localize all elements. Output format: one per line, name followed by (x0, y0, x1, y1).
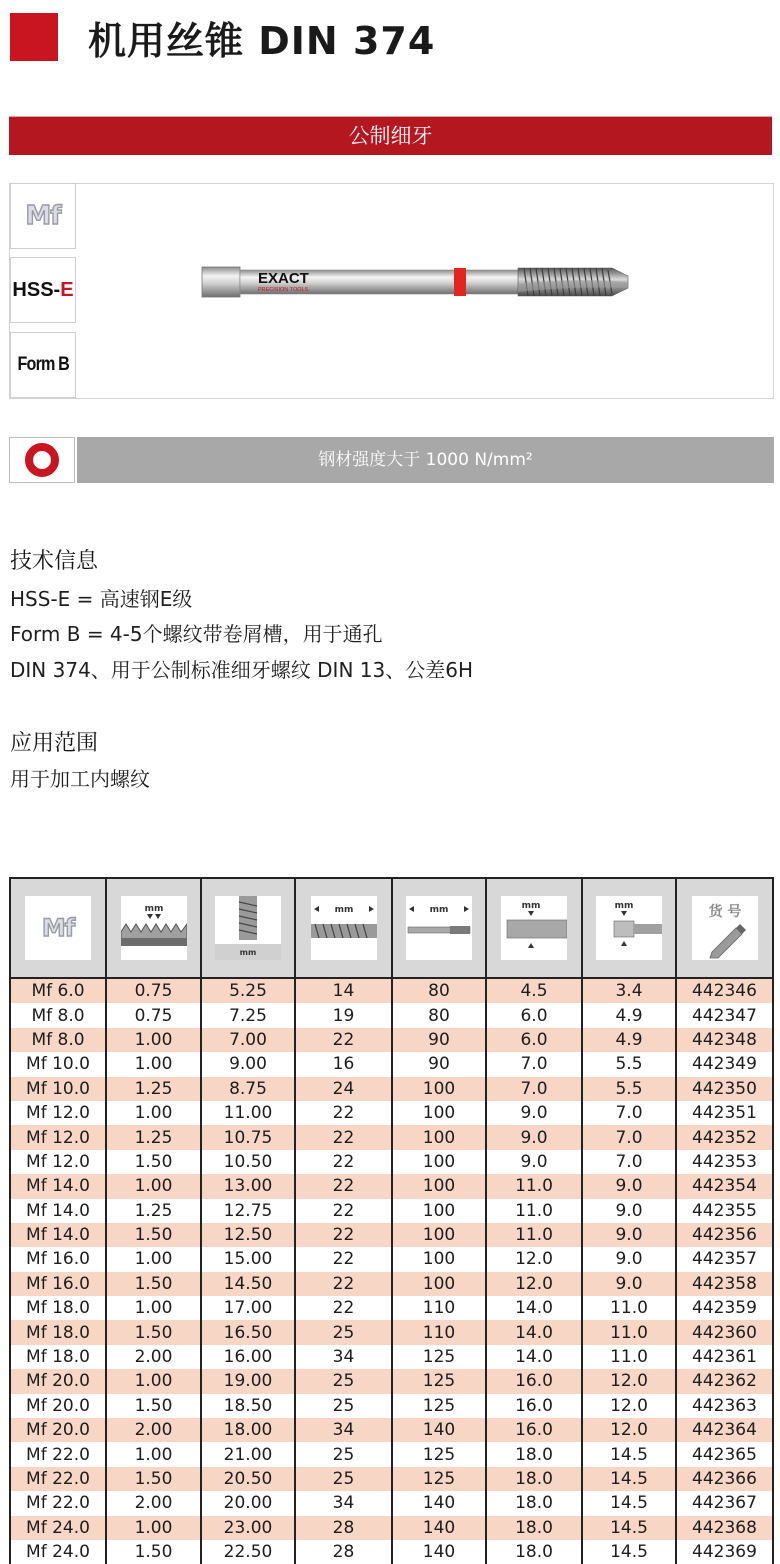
drill-cell: 11.00 (201, 1101, 295, 1125)
table-row (10, 1125, 773, 1149)
square-cell: 12.0 (582, 1369, 676, 1393)
total-length-cell: 125 (392, 1394, 486, 1418)
order-number-cell: 442361 (676, 1345, 773, 1369)
category-banner: 公制细牙 (9, 116, 772, 155)
brand-subtitle: PRECISION TOOLS (258, 287, 309, 293)
square-cell: 14.5 (582, 1442, 676, 1466)
total-length-icon (406, 896, 472, 960)
total-length-cell: 100 (392, 1077, 486, 1101)
order-number-cell: 442353 (676, 1150, 773, 1174)
total-length-cell: 140 (392, 1540, 486, 1564)
square-cell: 9.0 (582, 1174, 676, 1198)
table-row (10, 1223, 773, 1247)
drill-cell: 20.00 (201, 1491, 295, 1515)
col-order-number (676, 878, 773, 978)
pitch-cell: 1.00 (106, 1369, 201, 1393)
square-cell: 5.5 (582, 1077, 676, 1101)
total-length-cell: 125 (392, 1369, 486, 1393)
total-length-cell: 140 (392, 1516, 486, 1540)
order-number-cell: 442365 (676, 1442, 773, 1466)
svg-text:mm: mm (144, 904, 163, 914)
square-cell: 12.0 (582, 1418, 676, 1442)
square-cell: 11.0 (582, 1345, 676, 1369)
size-cell: Mf 8.0 (10, 1003, 106, 1027)
shank-cell: 16.0 (486, 1418, 582, 1442)
order-number-cell: 442359 (676, 1296, 773, 1320)
material-row (9, 437, 774, 483)
square-cell: 14.5 (582, 1516, 676, 1540)
thread-length-cell: 22 (295, 1223, 392, 1247)
shank-cell: 7.0 (486, 1052, 582, 1076)
drill-cell: 18.00 (201, 1418, 295, 1442)
thread-length-cell: 25 (295, 1442, 392, 1466)
tech-line-2: Form B = 4-5个螺纹带卷屑槽，用于通孔 (10, 622, 383, 646)
pitch-cell: 1.00 (106, 1052, 201, 1076)
order-number-cell: 442368 (676, 1516, 773, 1540)
total-length-cell: 100 (392, 1247, 486, 1271)
square-cell: 5.5 (582, 1052, 676, 1076)
drill-cell: 8.75 (201, 1077, 295, 1101)
pitch-cell: 0.75 (106, 978, 201, 1003)
total-length-cell: 125 (392, 1442, 486, 1466)
square-cell: 7.0 (582, 1150, 676, 1174)
table-row (10, 1516, 773, 1540)
drill-cell: 17.00 (201, 1296, 295, 1320)
svg-text:货 号: 货 号 (708, 904, 741, 920)
pitch-cell: 1.00 (106, 1247, 201, 1271)
drill-cell: 7.00 (201, 1028, 295, 1052)
shank-cell: 18.0 (486, 1442, 582, 1466)
tech-heading: 技术信息 (10, 549, 99, 574)
table-row (10, 1442, 773, 1466)
shank-cell: 18.0 (486, 1467, 582, 1491)
drill-cell: 15.00 (201, 1247, 295, 1271)
pitch-cell: 1.50 (106, 1223, 201, 1247)
col-thread-length (295, 878, 392, 978)
hss-e-badge (10, 257, 76, 323)
table-row (10, 1320, 773, 1344)
order-number-cell: 442367 (676, 1491, 773, 1515)
col-square-size (582, 878, 676, 978)
application-heading: 应用范围 (10, 731, 99, 756)
shank-cell: 14.0 (486, 1345, 582, 1369)
thread-length-cell: 22 (295, 1199, 392, 1223)
pitch-cell: 1.00 (106, 1174, 201, 1198)
total-length-cell: 100 (392, 1101, 486, 1125)
total-length-cell: 80 (392, 1003, 486, 1027)
total-length-cell: 125 (392, 1345, 486, 1369)
thread-length-cell: 28 (295, 1540, 392, 1564)
square-cell: 12.0 (582, 1394, 676, 1418)
drill-cell: 18.50 (201, 1394, 295, 1418)
drill-cell: 7.25 (201, 1003, 295, 1027)
size-cell: Mf 6.0 (10, 978, 106, 1003)
table-row (10, 1077, 773, 1101)
size-cell: Mf 10.0 (10, 1077, 106, 1101)
svg-text:mm: mm (429, 905, 449, 915)
pitch-cell: 2.00 (106, 1418, 201, 1442)
mf-badge (10, 183, 76, 249)
pitch-cell: 1.25 (106, 1125, 201, 1149)
drill-cell: 16.00 (201, 1345, 295, 1369)
shank-diameter-icon (501, 896, 567, 960)
drill-cell: 19.00 (201, 1369, 295, 1393)
thread-length-cell: 22 (295, 1101, 392, 1125)
page-title: 机用丝锥 DIN 374 (88, 19, 436, 63)
thread-length-cell: 22 (295, 1272, 392, 1296)
hss-suffix: E (60, 278, 74, 301)
size-cell: Mf 14.0 (10, 1174, 106, 1198)
svg-text:mm: mm (614, 901, 634, 911)
drill-cell: 12.50 (201, 1223, 295, 1247)
svg-text:mm: mm (521, 901, 541, 911)
square-cell: 4.9 (582, 1028, 676, 1052)
size-cell: Mf 16.0 (10, 1247, 106, 1271)
table-row (10, 1150, 773, 1174)
total-length-cell: 100 (392, 1125, 486, 1149)
thread-length-icon (311, 896, 377, 960)
material-label: 钢材强度大于 1000 N/mm² (77, 437, 774, 483)
tool-panel (9, 183, 774, 399)
table-row (10, 1003, 773, 1027)
shank-cell: 9.0 (486, 1101, 582, 1125)
title-marker (10, 13, 58, 61)
drill-cell: 14.50 (201, 1272, 295, 1296)
order-number-cell: 442349 (676, 1052, 773, 1076)
pitch-cell: 1.50 (106, 1540, 201, 1564)
shank-cell: 6.0 (486, 1028, 582, 1052)
order-number-cell: 442347 (676, 1003, 773, 1027)
tech-line-3: DIN 374、用于公制标准细牙螺纹 DIN 13、公差6H (10, 658, 473, 682)
shank-cell: 11.0 (486, 1199, 582, 1223)
thread-length-cell: 34 (295, 1491, 392, 1515)
table-row (10, 1418, 773, 1442)
shank-cell: 9.0 (486, 1150, 582, 1174)
thread-length-cell: 22 (295, 1247, 392, 1271)
total-length-cell: 90 (392, 1028, 486, 1052)
size-cell: Mf 18.0 (10, 1345, 106, 1369)
total-length-cell: 100 (392, 1272, 486, 1296)
thread-length-cell: 22 (295, 1125, 392, 1149)
thread-length-cell: 25 (295, 1467, 392, 1491)
size-cell: Mf 22.0 (10, 1442, 106, 1466)
table-row (10, 978, 773, 1003)
square-cell: 14.5 (582, 1540, 676, 1564)
table-row (10, 1272, 773, 1296)
shank-cell: 11.0 (486, 1174, 582, 1198)
table-row (10, 1394, 773, 1418)
table-body (10, 978, 773, 1564)
drill-cell: 10.75 (201, 1125, 295, 1149)
mf-badge-label: Mf (25, 201, 61, 231)
pitch-cell: 1.00 (106, 1516, 201, 1540)
shank-cell: 12.0 (486, 1247, 582, 1271)
shank-cell: 14.0 (486, 1296, 582, 1320)
hss-prefix: HSS- (12, 278, 61, 301)
pitch-cell: 1.50 (106, 1320, 201, 1344)
order-number-cell: 442351 (676, 1101, 773, 1125)
total-length-cell: 125 (392, 1467, 486, 1491)
order-number-cell: 442356 (676, 1223, 773, 1247)
pitch-cell: 1.00 (106, 1028, 201, 1052)
table-row (10, 1247, 773, 1271)
table-row (10, 1101, 773, 1125)
col-mf (10, 878, 106, 978)
table-header-row (10, 878, 773, 978)
size-cell: Mf 16.0 (10, 1272, 106, 1296)
pitch-cell: 1.00 (106, 1101, 201, 1125)
drill-cell: 21.00 (201, 1442, 295, 1466)
total-length-cell: 100 (392, 1150, 486, 1174)
order-number-cell: 442363 (676, 1394, 773, 1418)
size-cell: Mf 10.0 (10, 1052, 106, 1076)
total-length-cell: 90 (392, 1052, 486, 1076)
form-b-badge (10, 332, 76, 398)
square-cell: 9.0 (582, 1199, 676, 1223)
order-number-cell: 442348 (676, 1028, 773, 1052)
total-length-cell: 140 (392, 1491, 486, 1515)
square-cell: 7.0 (582, 1101, 676, 1125)
thread-length-cell: 34 (295, 1418, 392, 1442)
drill-cell: 22.50 (201, 1540, 295, 1564)
machine-tap-image (200, 258, 640, 308)
pitch-cell: 1.50 (106, 1272, 201, 1296)
total-length-cell: 100 (392, 1174, 486, 1198)
table-row (10, 1028, 773, 1052)
order-number-cell: 442354 (676, 1174, 773, 1198)
pitch-cell: 1.00 (106, 1442, 201, 1466)
size-cell: Mf 12.0 (10, 1150, 106, 1174)
square-cell: 9.0 (582, 1223, 676, 1247)
table-row (10, 1467, 773, 1491)
thread-length-cell: 28 (295, 1516, 392, 1540)
size-cell: Mf 12.0 (10, 1125, 106, 1149)
size-cell: Mf 18.0 (10, 1320, 106, 1344)
thread-length-cell: 34 (295, 1345, 392, 1369)
thread-length-cell: 14 (295, 978, 392, 1003)
order-number-cell: 442360 (676, 1320, 773, 1344)
tech-line-1: HSS-E = 高速钢E级 (10, 587, 193, 611)
thread-length-cell: 22 (295, 1028, 392, 1052)
size-cell: Mf 14.0 (10, 1199, 106, 1223)
square-cell: 11.0 (582, 1296, 676, 1320)
size-cell: Mf 24.0 (10, 1540, 106, 1564)
table-row (10, 1174, 773, 1198)
size-cell: Mf 14.0 (10, 1223, 106, 1247)
square-cell: 14.5 (582, 1467, 676, 1491)
drill-cell: 10.50 (201, 1150, 295, 1174)
order-number-cell: 442357 (676, 1247, 773, 1271)
drill-cell: 9.00 (201, 1052, 295, 1076)
thread-length-cell: 22 (295, 1174, 392, 1198)
shank-cell: 18.0 (486, 1516, 582, 1540)
table-row (10, 1345, 773, 1369)
product-table (9, 877, 774, 1564)
brand-text: EXACT (258, 270, 309, 287)
square-cell: 9.0 (582, 1272, 676, 1296)
drill-cell: 20.50 (201, 1467, 295, 1491)
pitch-cell: 2.00 (106, 1491, 201, 1515)
total-length-cell: 100 (392, 1199, 486, 1223)
order-number-cell: 442346 (676, 978, 773, 1003)
thread-length-cell: 19 (295, 1003, 392, 1027)
total-length-cell: 80 (392, 978, 486, 1003)
thread-length-cell: 24 (295, 1077, 392, 1101)
order-number-icon (692, 896, 758, 960)
thread-length-cell: 25 (295, 1369, 392, 1393)
order-number-cell: 442350 (676, 1077, 773, 1101)
size-cell: Mf 20.0 (10, 1418, 106, 1442)
square-cell: 7.0 (582, 1125, 676, 1149)
pitch-cell: 1.25 (106, 1077, 201, 1101)
shank-cell: 6.0 (486, 1003, 582, 1027)
drill-cell: 5.25 (201, 978, 295, 1003)
thread-length-cell: 22 (295, 1296, 392, 1320)
size-cell: Mf 22.0 (10, 1467, 106, 1491)
svg-text:mm: mm (239, 948, 257, 957)
shank-cell: 16.0 (486, 1369, 582, 1393)
shank-cell: 7.0 (486, 1077, 582, 1101)
square-cell: 3.4 (582, 978, 676, 1003)
pitch-cell: 1.00 (106, 1296, 201, 1320)
size-cell: Mf 18.0 (10, 1296, 106, 1320)
total-length-cell: 110 (392, 1296, 486, 1320)
order-number-cell: 442362 (676, 1369, 773, 1393)
drill-cell: 23.00 (201, 1516, 295, 1540)
shank-cell: 18.0 (486, 1491, 582, 1515)
table-row (10, 1296, 773, 1320)
order-number-cell: 442369 (676, 1540, 773, 1564)
table-row (10, 1052, 773, 1076)
drill-diameter-icon (215, 896, 281, 960)
table-row (10, 1540, 773, 1564)
pitch-cell: 2.00 (106, 1345, 201, 1369)
shank-cell: 12.0 (486, 1272, 582, 1296)
square-cell: 11.0 (582, 1320, 676, 1344)
square-cell: 14.5 (582, 1491, 676, 1515)
shank-cell: 14.0 (486, 1320, 582, 1344)
thread-length-cell: 22 (295, 1150, 392, 1174)
size-cell: Mf 12.0 (10, 1101, 106, 1125)
form-badge-label: Form B (17, 354, 69, 375)
shank-cell: 18.0 (486, 1540, 582, 1564)
application-text: 用于加工内螺纹 (10, 767, 150, 791)
total-length-cell: 140 (392, 1418, 486, 1442)
pitch-cell: 0.75 (106, 1003, 201, 1027)
pitch-cell: 1.25 (106, 1199, 201, 1223)
col-total-length (392, 878, 486, 978)
order-number-cell: 442358 (676, 1272, 773, 1296)
order-number-cell: 442352 (676, 1125, 773, 1149)
pitch-cell: 1.50 (106, 1394, 201, 1418)
total-length-cell: 100 (392, 1223, 486, 1247)
order-number-cell: 442355 (676, 1199, 773, 1223)
size-cell: Mf 20.0 (10, 1394, 106, 1418)
col-drill (201, 878, 295, 978)
drill-cell: 13.00 (201, 1174, 295, 1198)
pitch-cell: 1.50 (106, 1467, 201, 1491)
thread-length-cell: 16 (295, 1052, 392, 1076)
size-cell: Mf 8.0 (10, 1028, 106, 1052)
drill-cell: 16.50 (201, 1320, 295, 1344)
order-number-cell: 442364 (676, 1418, 773, 1442)
square-size-icon (596, 896, 662, 960)
col-pitch (106, 878, 201, 978)
steel-ring-icon (9, 437, 75, 483)
thread-length-cell: 25 (295, 1394, 392, 1418)
total-length-cell: 110 (392, 1320, 486, 1344)
table-row (10, 1369, 773, 1393)
size-cell: Mf 22.0 (10, 1491, 106, 1515)
shank-cell: 11.0 (486, 1223, 582, 1247)
svg-text:mm: mm (334, 905, 353, 915)
col-shank-diameter (486, 878, 582, 978)
thread-pitch-icon (121, 896, 187, 960)
thread-length-cell: 25 (295, 1320, 392, 1344)
size-cell: Mf 20.0 (10, 1369, 106, 1393)
table-row (10, 1199, 773, 1223)
shank-cell: 16.0 (486, 1394, 582, 1418)
mf-size-icon: Mf (25, 896, 91, 960)
square-cell: 9.0 (582, 1247, 676, 1271)
drill-cell: 12.75 (201, 1199, 295, 1223)
shank-cell: 4.5 (486, 978, 582, 1003)
order-number-cell: 442366 (676, 1467, 773, 1491)
page-header (0, 0, 780, 80)
size-cell: Mf 24.0 (10, 1516, 106, 1540)
shank-cell: 9.0 (486, 1125, 582, 1149)
square-cell: 4.9 (582, 1003, 676, 1027)
pitch-cell: 1.50 (106, 1150, 201, 1174)
table-row (10, 1491, 773, 1515)
